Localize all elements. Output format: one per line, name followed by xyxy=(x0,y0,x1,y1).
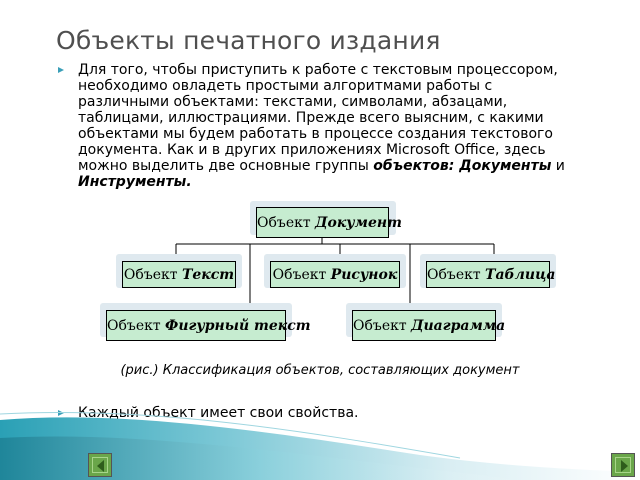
bullet-text: Каждый объект имеет свои свойства. xyxy=(78,405,359,421)
term-documents: Документы xyxy=(459,158,552,174)
node-name: Рисунок xyxy=(330,267,398,283)
bullet-text xyxy=(78,62,573,190)
prev-slide-button[interactable] xyxy=(88,453,112,477)
node-prefix: Объект xyxy=(427,267,486,283)
node-table xyxy=(426,261,556,288)
node-chart xyxy=(352,310,506,341)
node-name: Фигурный текст xyxy=(165,318,311,334)
term-tools: Инструменты. xyxy=(78,174,192,190)
term-objects: объектов xyxy=(373,158,449,174)
node-name: Текст xyxy=(181,267,235,283)
next-slide-button[interactable] xyxy=(611,453,635,477)
diagram-caption: (рис.) Классификация объектов, составляющих документ xyxy=(120,363,520,378)
node-prefix: Объект xyxy=(257,215,316,231)
node-document xyxy=(256,207,402,238)
intro-text: Для того, чтобы приступить к работе с текстовым процессором, необходимо овладеть простыми алгоритмами работы с различными объектами: текстами, символами, абзацами, таблицами, иллюстрациями. Прежде всего выясним, с какими объектами мы будем работать в процессе создания текстового документа. Как и в других приложениях Microsoft Office, здесь можно выделить две основные группы xyxy=(78,62,558,174)
slide-title: Объекты печатного издания xyxy=(56,26,441,55)
bullet-triangle-icon xyxy=(58,67,64,73)
arrow-right-icon xyxy=(616,458,632,474)
node-name: Таблица xyxy=(485,267,556,283)
node-name: Диаграмма xyxy=(411,318,506,334)
node-picture xyxy=(270,261,400,288)
node-prefix: Объект xyxy=(123,267,182,283)
node-prefix: Объект xyxy=(107,318,166,334)
term-and: и xyxy=(551,158,565,174)
node-name: Документ xyxy=(315,215,402,231)
arrow-left-icon xyxy=(93,458,109,474)
node-prefix: Объект xyxy=(353,318,412,334)
node-text xyxy=(122,261,236,288)
term-separator: : xyxy=(448,158,460,174)
node-prefix: Объект xyxy=(272,267,331,283)
node-figured-text xyxy=(106,310,311,341)
bullet-paragraph-intro xyxy=(58,62,573,190)
